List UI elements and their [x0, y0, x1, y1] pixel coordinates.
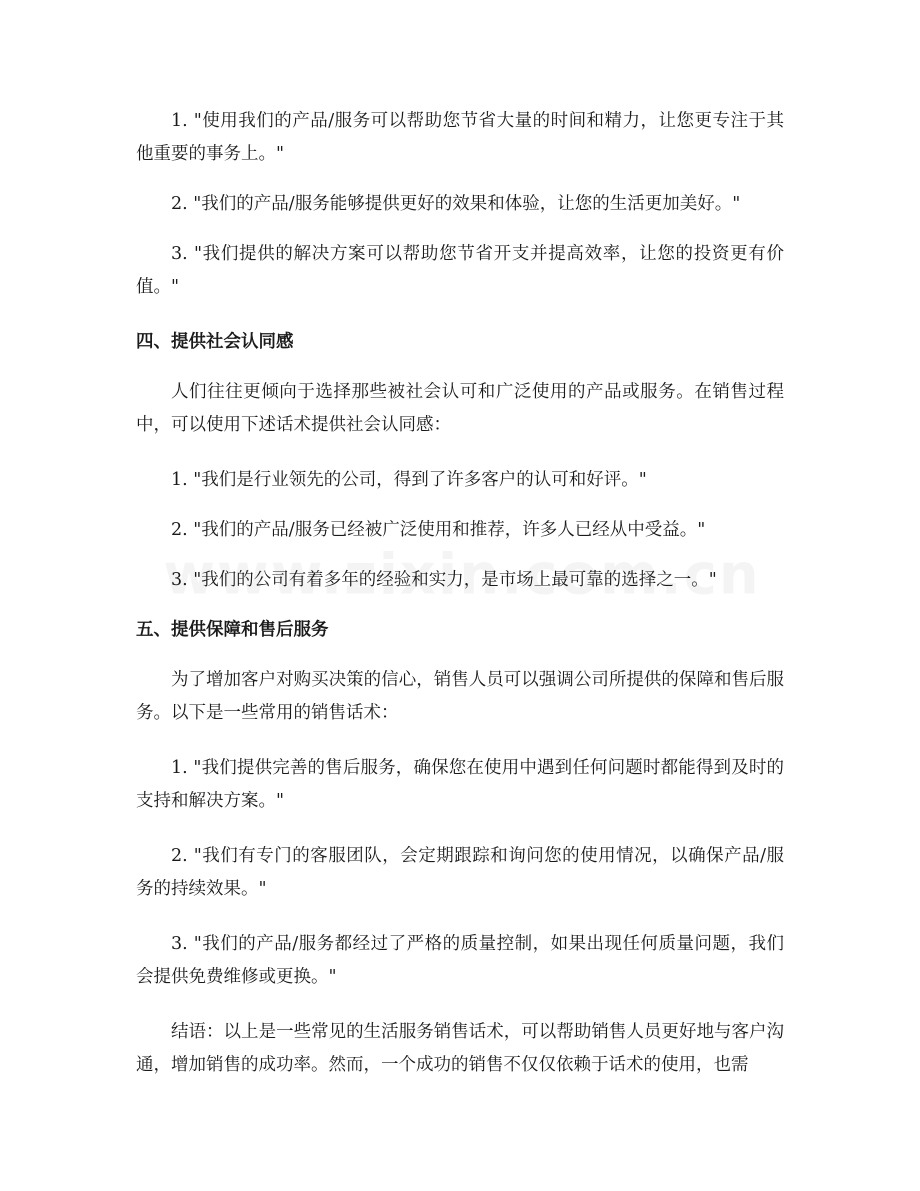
section-4-intro: 人们往往更倾向于选择那些被社会认可和广泛使用的产品或服务。在销售过程中，可以使用下述话术提供社会认同感： [136, 382, 784, 435]
benefit-item-2: 2. "我们的产品/服务能够提供更好的效果和体验，让您的生活更加美好。" [171, 194, 741, 214]
social-proof-item-2: 2. "我们的产品/服务已经被广泛使用和推荐，许多人已经从中受益。" [171, 520, 706, 540]
social-proof-item-1: 1. "我们是行业领先的公司，得到了许多客户的认可和好评。" [171, 470, 647, 490]
section-5-intro: 为了增加客户对购买决策的信心，销售人员可以强调公司所提供的保障和售后服务。以下是一些常用的销售话术： [136, 670, 784, 723]
section-heading-5: 五、提供保障和售后服务 [136, 620, 329, 640]
guarantee-item-1: 1. "我们提供完善的售后服务，确保您在使用中遇到任何问题时都能得到及时的支持和解决方案。" [136, 758, 784, 811]
section-heading-4: 四、提供社会认同感 [136, 332, 294, 352]
social-proof-item-3: 3. "我们的公司有着多年的经验和实力，是市场上最可靠的选择之一。" [171, 570, 717, 590]
guarantee-item-2: 2. "我们有专门的客服团队，会定期跟踪和询问您的使用情况，以确保产品/服务的持续效果。" [136, 846, 784, 899]
conclusion-paragraph: 结语：以上是一些常见的生活服务销售话术，可以帮助销售人员更好地与客户沟通，增加销售的成功率。然而，一个成功的销售不仅仅依赖于话术的使用，也需 [136, 1022, 784, 1075]
benefit-item-1: 1. "使用我们的产品/服务可以帮助您节省大量的时间和精力，让您更专注于其他重要的事务上。" [136, 111, 784, 164]
benefit-item-3: 3. "我们提供的解决方案可以帮助您节省开支并提高效率，让您的投资更有价值。" [136, 244, 784, 297]
guarantee-item-3: 3. "我们的产品/服务都经过了严格的质量控制，如果出现任何质量问题，我们会提供免费维修或更换。" [136, 934, 784, 987]
